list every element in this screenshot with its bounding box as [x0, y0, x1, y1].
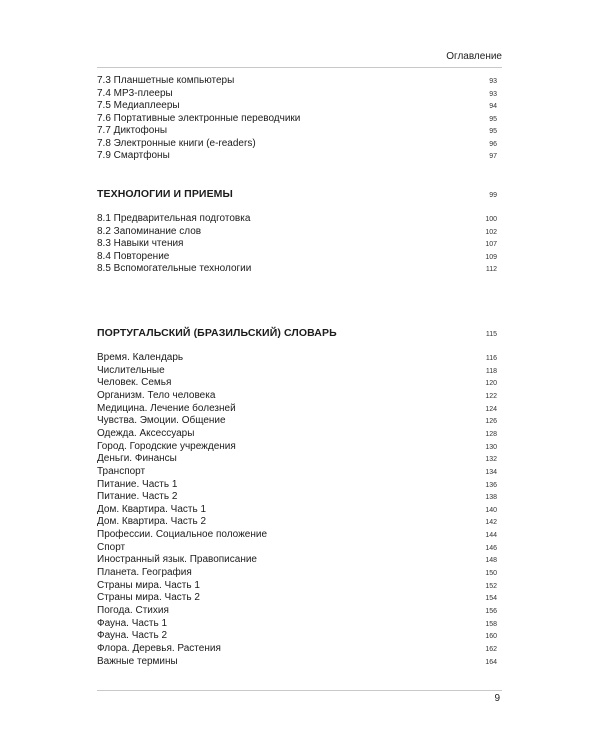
toc-entry-title: 7.4 MP3-плееры	[97, 87, 173, 99]
toc-entry-title: Чувства. Эмоции. Общение	[97, 415, 226, 427]
toc-entry-page: 95	[489, 128, 497, 135]
toc-entry-title: Медицина. Лечение болезней	[97, 402, 236, 414]
toc-entry	[97, 441, 497, 454]
header-divider	[97, 67, 502, 68]
toc-entry-title: 8.3 Навыки чтения	[97, 238, 184, 249]
toc-entry	[97, 415, 497, 428]
toc-entry	[97, 504, 497, 517]
toc-entry-title: Числительные	[97, 364, 165, 376]
toc-entry-title: ПОРТУГАЛЬСКИЙ (БРАЗИЛЬСКИЙ) СЛОВАРЬ	[97, 327, 337, 339]
toc-entry-title: ТЕХНОЛОГИИ И ПРИЕМЫ	[97, 188, 233, 200]
toc-entry-page: 152	[485, 582, 497, 590]
toc-entry-page: 144	[485, 532, 497, 540]
toc-entry	[97, 251, 497, 264]
toc-entry-page: 134	[485, 468, 497, 476]
toc-entry-page: 128	[485, 430, 497, 438]
toc-entry-title: Транспорт	[97, 465, 146, 477]
toc-entry	[97, 453, 497, 466]
toc-entry	[97, 403, 497, 416]
toc-entry-page: 102	[485, 228, 497, 236]
toc-entry-title: Фауна. Часть 2	[97, 630, 168, 642]
toc-entry	[97, 529, 497, 542]
toc-entry	[97, 592, 497, 605]
toc-entry-title: 8.5 Вспомогательные технологии	[97, 263, 252, 274]
toc-entry-page: 122	[485, 392, 497, 400]
toc-entry	[97, 390, 497, 403]
toc-entry	[97, 580, 497, 593]
toc-entry-page: 138	[485, 494, 497, 502]
toc-entry-page: 162	[485, 645, 497, 653]
toc-entry	[97, 88, 497, 101]
toc-entry-title: Дом. Квартира. Часть 2	[97, 516, 207, 528]
toc-entry-title: 7.9 Смартфоны	[97, 150, 170, 161]
toc-entry	[97, 138, 497, 151]
toc-entry	[97, 554, 497, 567]
toc-entry-page: 132	[485, 456, 497, 464]
toc-entry-title: Питание. Часть 2	[97, 491, 178, 503]
toc-entry	[97, 567, 497, 580]
toc-entry	[97, 263, 497, 276]
toc-entry-page: 109	[485, 253, 497, 261]
toc-entry	[97, 479, 497, 492]
toc-entry-page: 124	[485, 405, 497, 413]
toc-entry-title: Спорт	[97, 541, 126, 553]
toc-entry-title: Планета. География	[97, 567, 192, 579]
toc-entry-title: 7.8 Электронные книги (e-readers)	[97, 137, 256, 149]
toc-entry-page: 126	[485, 418, 497, 426]
toc-entry	[97, 75, 497, 88]
toc-entry-title: Флора. Деревья. Растения	[97, 642, 221, 654]
footer-divider	[97, 690, 502, 691]
toc-entry-title: Организм. Тело человека	[97, 389, 216, 401]
toc-entry-title: 7.5 Медиаплееры	[97, 100, 180, 111]
toc-entry-title: Человек. Семья	[97, 377, 172, 389]
toc-entry-title: Иностранный язык. Правописание	[97, 554, 257, 566]
toc-entry-title: 8.2 Запоминание слов	[97, 225, 202, 237]
toc-entry-page: 140	[485, 506, 497, 514]
toc-entry-page: 160	[485, 633, 497, 641]
toc-entry-page: 148	[485, 557, 497, 565]
toc-entry	[97, 618, 497, 631]
toc-entry-title: Одежда. Аксессуары	[97, 427, 195, 439]
toc-entry-page: 154	[485, 595, 497, 603]
toc-entry	[97, 542, 497, 555]
toc-entry-title: Профессии. Социальное положение	[97, 529, 268, 541]
toc-entry	[97, 150, 497, 163]
toc-entry-title: 7.7 Диктофоны	[97, 125, 168, 136]
toc-entry	[97, 656, 497, 669]
toc-entry-page: 107	[485, 241, 497, 248]
toc-entry-page: 100	[485, 216, 497, 223]
toc-entry-page: 112	[485, 266, 497, 273]
toc-entry-title: Питание. Часть 1	[97, 478, 178, 490]
toc-entry-title: Фауна. Часть 1	[97, 617, 168, 629]
toc-entry-page: 150	[485, 570, 497, 578]
toc-entry-page: 118	[485, 367, 497, 375]
toc-entry-title: Время. Календарь	[97, 352, 184, 363]
toc-entry-title: 8.1 Предварительная подготовка	[97, 213, 251, 224]
toc-section-heading	[97, 188, 497, 202]
toc-entry-title: Дом. Квартира. Часть 1	[97, 503, 207, 515]
toc-entry-page: 116	[485, 355, 497, 362]
toc-entry-title: Страны мира. Часть 1	[97, 579, 200, 591]
toc-entry-page: 93	[489, 90, 497, 98]
toc-entry	[97, 643, 497, 656]
toc-entry	[97, 226, 497, 239]
toc-entry	[97, 238, 497, 251]
toc-entry-page: 164	[485, 658, 497, 666]
toc-entry	[97, 125, 497, 138]
toc-entry	[97, 113, 497, 126]
toc-entry-page: 99	[489, 192, 497, 199]
toc-entry-page: 95	[489, 115, 497, 123]
toc-entry-title: 7.6 Портативные электронные переводчики	[97, 112, 301, 124]
toc-entry-page: 146	[485, 544, 497, 552]
toc-entry	[97, 516, 497, 529]
toc-entry	[97, 605, 497, 618]
page-number: 9	[494, 693, 500, 704]
toc-entry-page: 130	[485, 443, 497, 451]
toc-entry	[97, 352, 497, 365]
toc-entry-title: Страны мира. Часть 2	[97, 592, 200, 604]
toc-entry-page: 115	[485, 331, 497, 338]
toc-entry-page: 136	[485, 481, 497, 489]
toc-entry-title: Город. Городские учреждения	[97, 440, 236, 452]
toc-entry-page: 120	[485, 380, 497, 388]
toc-entry	[97, 491, 497, 504]
toc-entry-page: 96	[489, 140, 497, 148]
toc-entry	[97, 100, 497, 113]
toc-entry-page: 156	[485, 608, 497, 615]
toc-entry	[97, 213, 497, 226]
toc-entry-page: 97	[489, 153, 497, 160]
toc-entry	[97, 365, 497, 378]
toc-entry-title: 7.3 Планшетные компьютеры	[97, 75, 235, 86]
toc-entry-title: Важные термины	[97, 655, 178, 667]
running-header-title: Оглавление	[446, 51, 502, 62]
toc-entry-page: 142	[485, 519, 497, 527]
toc-entry	[97, 630, 497, 643]
toc-entry-title: 8.4 Повторение	[97, 250, 170, 262]
toc-entry-page: 93	[489, 78, 497, 85]
toc-entry-page: 158	[485, 620, 497, 628]
toc-entry	[97, 377, 497, 390]
toc-entry	[97, 428, 497, 441]
toc-entry-title: Погода. Стихия	[97, 605, 169, 616]
toc-entry	[97, 466, 497, 479]
toc-entry-page: 94	[489, 103, 497, 110]
toc-entry-title: Деньги. Финансы	[97, 453, 177, 465]
toc-section-heading	[97, 327, 497, 341]
